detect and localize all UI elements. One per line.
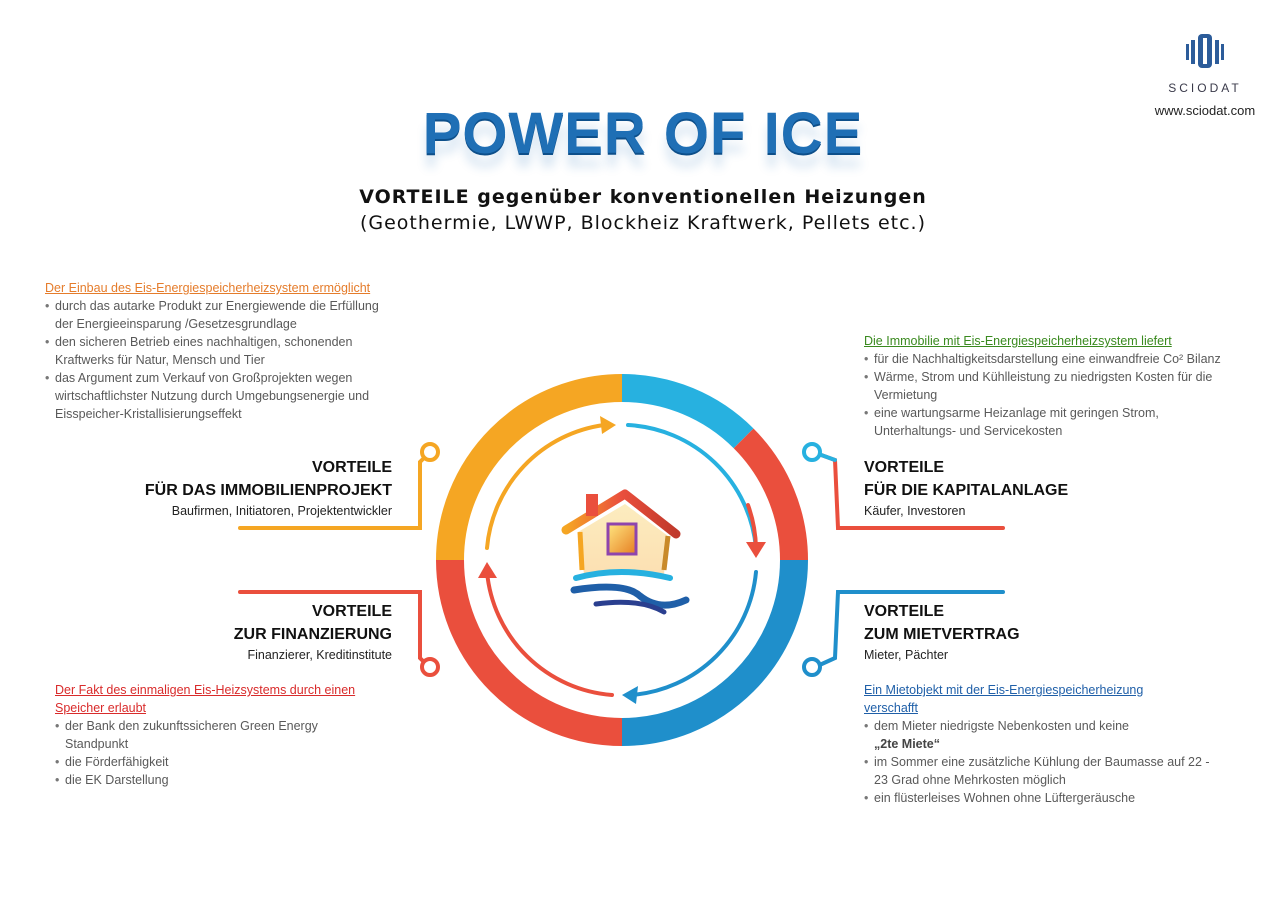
subtitle-parenthetical: (Geothermie, LWWP, Blockheiz Kraftwerk, Pellets etc.) [359, 212, 926, 234]
bullet-bold-text: „2te Miete“ [874, 737, 940, 751]
connector-node-bottom-right [804, 659, 820, 675]
bullet-list-bottom-left [55, 717, 395, 789]
bullet-list-bottom-right [864, 717, 1224, 807]
list-item [864, 717, 1144, 753]
label-finanzierung [100, 600, 392, 664]
list-item: • durch das autarke Produkt zur Energiewende die Erfüllung der Energieeinsparung /Gesetzesgrundlage [45, 297, 395, 333]
text-block-top-right [864, 332, 1264, 440]
main-title: POWER OF ICE [422, 101, 864, 166]
arrowhead-right [746, 542, 766, 558]
heading-subtext: Mieter, Pächter [864, 648, 949, 662]
heading-line-2: ZUR FINANZIERUNG [233, 626, 392, 643]
heading-subtext: Finanzierer, Kreditinstitute [247, 648, 392, 662]
label-immobilienprojekt [100, 456, 392, 520]
block-head-top-right: Die Immobilie mit Eis-Energiespeicherheizsystem liefert [864, 334, 1172, 348]
list-item: • für die Nachhaltigkeitsdarstellung eine einwandfreie Co² Bilanz [864, 350, 1264, 368]
inner-arrow-top-right-tail [748, 505, 756, 548]
list-item: • der Bank den zukunftssicheren Green Energy Standpunkt [55, 717, 355, 753]
heading-subtext: Baufirmen, Initiatoren, Projektentwickler [171, 504, 392, 518]
list-item: • Wärme, Strom und Kühlleistung zu niedrigsten Kosten für die Vermietung [864, 368, 1214, 404]
arrowhead-bottom [622, 686, 638, 704]
block-head-top-left: Der Einbau des Eis-Energiespeicherheizsystem ermöglicht [45, 281, 371, 295]
heading-line-2: ZUM MIETVERTRAG [864, 626, 1020, 643]
label-mietvertrag [864, 600, 1164, 664]
list-item: • den sicheren Betrieb eines nachhaltigen, schonenden Kraftwerks für Natur, Mensch und Tier [45, 333, 395, 369]
heading-line-1: VORTEILE [864, 603, 945, 620]
list-item: • die Förderfähigkeit [55, 753, 395, 771]
heading-subtext: Käufer, Investoren [864, 504, 966, 518]
block-head-bottom-left: Der Fakt des einmaligen Eis-Heizsystems durch einen Speicher erlaubt [55, 683, 356, 715]
house-icon [566, 494, 686, 612]
label-kapitalanlage [864, 456, 1164, 520]
text-block-bottom-right [864, 681, 1224, 807]
website-url[interactable]: www.sciodat.com [1154, 103, 1256, 118]
ring-segment-red-right [744, 438, 794, 560]
bullet-list-top-left [45, 297, 395, 423]
connector-node-top-right [804, 444, 820, 460]
ring-segment-cyan [622, 388, 744, 438]
ring-segment-blue [622, 560, 794, 732]
list-item: • die EK Darstellung [55, 771, 395, 789]
connector-node-bottom-left [422, 659, 438, 675]
arrowhead-left [478, 562, 497, 578]
bullet-list-top-right [864, 350, 1264, 440]
heading-line-2: FÜR DIE KAPITALANLAGE [864, 482, 1069, 499]
bullet-text: dem Mieter niedrigste Nebenkosten und keine [874, 719, 1130, 733]
heading-line-1: VORTEILE [311, 459, 392, 476]
text-block-top-left [45, 279, 395, 423]
heading-line-2: FÜR DAS IMMOBILIENPROJEKT [144, 482, 392, 499]
list-item: • ein flüsterleises Wohnen ohne Lüftergeräusche [864, 789, 1224, 807]
heading-line-1: VORTEILE [311, 603, 392, 620]
block-head-bottom-right: Ein Mietobjekt mit der Eis-Energiespeicherheizung verschafft [864, 683, 1144, 715]
arrowhead-top [600, 416, 616, 434]
list-item: • im Sommer eine zusätzliche Kühlung der Baumasse auf 22 - 23 Grad ohne Mehrkosten möglich [864, 753, 1224, 789]
subtitle: VORTEILE gegenüber konventionellen Heizungen [359, 186, 927, 208]
logo-text: SCIODAT [1168, 81, 1242, 95]
connector-node-top-left [422, 444, 438, 460]
text-block-bottom-left [55, 681, 395, 789]
list-item: • das Argument zum Verkauf von Großprojekten wegen wirtschaftlichster Nutzung durch Umgebungsenergie und Eisspeicher-Kristallisierungseffekt [45, 369, 395, 423]
list-item: • eine wartungsarme Heizanlage mit geringen Strom, Unterhaltungs- und Servicekosten [864, 404, 1204, 440]
heading-line-1: VORTEILE [864, 459, 945, 476]
